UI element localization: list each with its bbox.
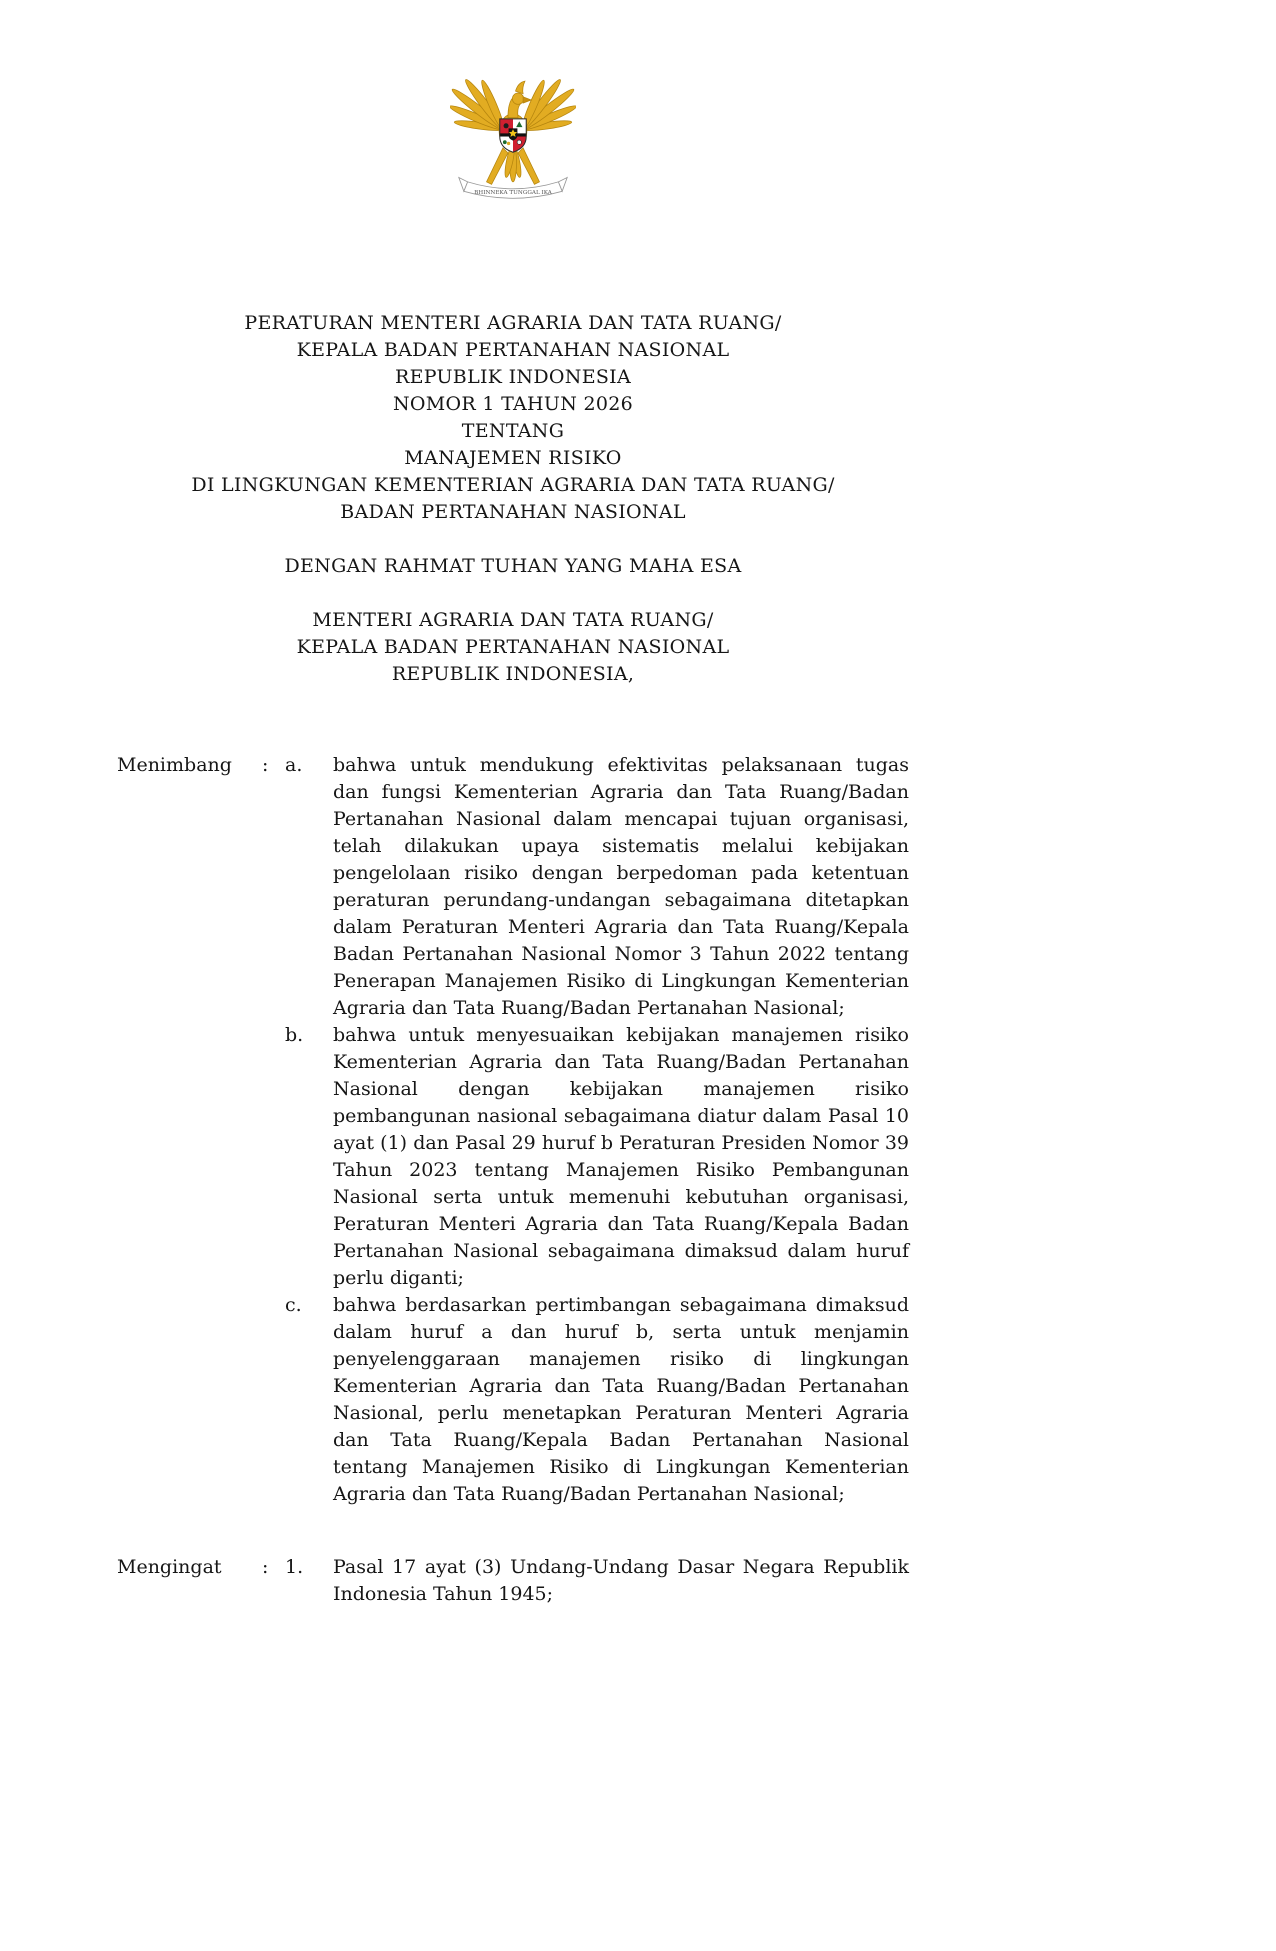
motto-text: BHINNEKA TUNGGAL IKA — [474, 189, 552, 196]
item-text: bahwa berdasarkan pertimbangan sebagaimana dimaksud dalam huruf a dan huruf b, serta untuk menjamin penyelenggaraan manajemen risiko di lingkungan Kementerian Agraria dan Tata Ruang/Badan Pertanahan Nasional, perlu menetapkan Peraturan Menteri Agraria dan Tata Ruang/Kepala Badan Pertanahan Nasional tentang Manajemen Risiko di Lingkungan Kementerian Agraria dan Tata Ruang/Badan Pertanahan Nasional; — [333, 1294, 909, 1505]
title-line: TENTANG — [461, 420, 565, 442]
item-marker: c. — [285, 1294, 302, 1316]
item-text: Pasal 17 ayat (3) Undang-Undang Dasar Negara Republik Indonesia Tahun 1945; — [333, 1556, 909, 1605]
authority-line: MENTERI AGRARIA DAN TATA RUANG/ — [312, 609, 714, 631]
spacer — [117, 580, 909, 607]
menimbang-item-b — [285, 1022, 909, 1292]
mengingat-item-1 — [285, 1554, 909, 1608]
title-line: REPUBLIK INDONESIA — [394, 366, 632, 388]
title-line: KEPALA BADAN PERTANAHAN NASIONAL — [296, 339, 730, 361]
item-marker: 1. — [285, 1556, 304, 1578]
title-line: DI LINGKUNGAN KEMENTERIAN AGRARIA DAN TATA RUANG/ — [191, 474, 835, 496]
menimbang-label: Menimbang — [117, 754, 232, 776]
menimbang-item-a — [285, 752, 909, 1022]
title-line: PERATURAN MENTERI AGRARIA DAN TATA RUANG/ — [244, 312, 782, 334]
item-marker: a. — [285, 754, 303, 776]
menimbang-colon: : — [262, 754, 269, 776]
authority-line: KEPALA BADAN PERTANAHAN NASIONAL — [296, 636, 730, 658]
document-content — [117, 58, 909, 1608]
menimbang-item-c — [285, 1292, 909, 1508]
authority-line: REPUBLIK INDONESIA, — [391, 663, 635, 685]
menimbang-items — [285, 752, 909, 1508]
item-marker: b. — [285, 1024, 304, 1046]
issuing-authority — [117, 607, 909, 688]
mengingat-section — [117, 1554, 909, 1608]
item-text: bahwa untuk menyesuaikan kebijakan manajemen risiko Kementerian Agraria dan Tata Ruang/Badan Pertanahan Nasional dengan kebijakan manajemen risiko pembangunan nasional sebagaimana diatur dalam Pasal 10 ayat (1) dan Pasal 29 huruf b Peraturan Presiden Nomor 39 Tahun 2023 tentang Manajemen Risiko Pembangunan Nasional serta untuk memenuhi kebutuhan organisasi, Peraturan Menteri Agraria dan Tata Ruang/Kepala Badan Pertanahan Nasional sebagaimana dimaksud dalam huruf perlu diganti; — [333, 1024, 909, 1289]
emblem-container — [117, 58, 909, 214]
mengingat-items — [285, 1554, 909, 1608]
title-line-subject: MANAJEMEN RISIKO — [404, 447, 622, 469]
item-text: bahwa untuk mendukung efektivitas pelaksanaan tugas dan fungsi Kementerian Agraria dan Tata Ruang/Badan Pertanahan Nasional dalam mencapai tujuan organisasi, telah dilakukan upaya sistematis melalui kebijakan pengelolaan risiko dengan berpedoman pada ketentuan peraturan perundang-undangan sebagaimana ditetapkan dalam Peraturan Menteri Agraria dan Tata Ruang/Kepala Badan Pertanahan Nasional Nomor 3 Tahun 2022 tentang Penerapan Manajemen Risiko di Lingkungan Kementerian Agraria dan Tata Ruang/Badan Pertanahan Nasional; — [333, 754, 909, 1019]
spacer — [117, 526, 909, 553]
regulation-title — [117, 310, 909, 526]
invocation-line: DENGAN RAHMAT TUHAN YANG MAHA ESA — [284, 555, 742, 577]
menimbang-section — [117, 752, 909, 1508]
mengingat-colon: : — [262, 1556, 269, 1578]
title-line: BADAN PERTANAHAN NASIONAL — [340, 501, 686, 523]
mengingat-label: Mengingat — [117, 1556, 222, 1578]
garuda-pancasila-emblem — [450, 58, 576, 210]
title-line-number: NOMOR 1 TAHUN 2026 — [392, 393, 634, 415]
